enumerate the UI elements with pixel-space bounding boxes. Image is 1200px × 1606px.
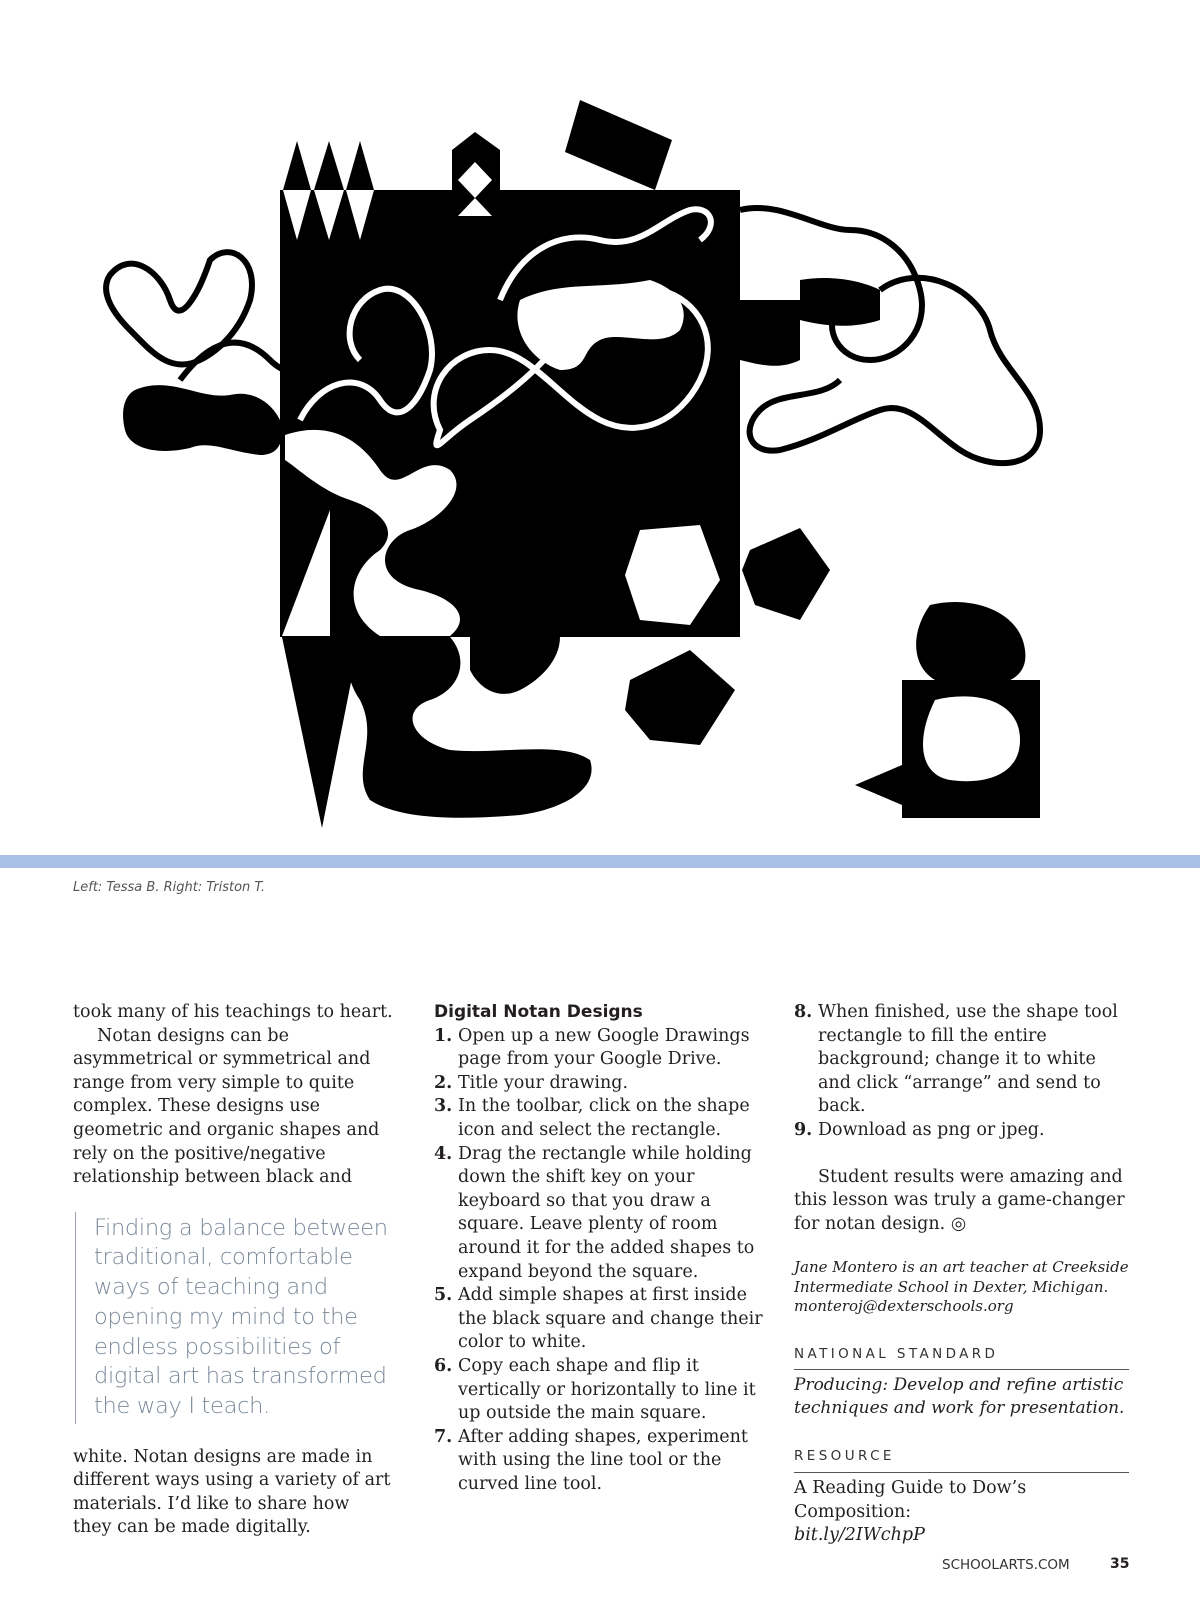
list-item: 6. Copy each shape and flip it vertically or horizontally to line it up outside the main square.: [434, 1355, 756, 1424]
section-heading: Digital Notan Designs: [434, 1002, 643, 1022]
end-mark-icon: ◎: [950, 1213, 967, 1234]
standard-text: Producing: Develop and refine artistic techniques and work for presentation.: [794, 1375, 1125, 1418]
resource-label: RESOURCE: [794, 1445, 1129, 1473]
resource-title: A Reading Guide to Dow’s Composition:: [794, 1478, 1027, 1522]
column-2: [434, 1001, 774, 1496]
list-item: 2. Title your drawing.: [434, 1072, 629, 1093]
list-item: 1. Open up a new Google Drawings page from your Google Drive.: [434, 1025, 750, 1070]
steps-list: [434, 1025, 774, 1497]
footer-site: SCHOOLARTS.COM: [942, 1557, 1070, 1573]
column-1: [73, 1001, 393, 1540]
pull-quote: Finding a balance between traditional, comfortable ways of teaching and opening my mind to the endless possibilities of digital art has transformed the way I teach.: [75, 1212, 393, 1424]
resource-link[interactable]: bit.ly/2IWchpP: [794, 1525, 925, 1546]
list-item: 4. Drag the rectangle while holding down the shift key on your keyboard so that you draw a square. Leave plenty of room around it for the added shapes to expand beyond the square.: [434, 1143, 755, 1282]
column-3: [794, 1001, 1129, 1548]
author-bio: Jane Montero is an art teacher at Creekside Intermediate School in Dexter, Michigan. monteroj@dexterschools.org: [794, 1258, 1129, 1316]
paragraph-1: took many of his teachings to heart.: [73, 1002, 393, 1022]
steps-list-continued: [794, 1001, 1129, 1143]
list-item: 9. Download as png or jpeg.: [794, 1119, 1045, 1140]
closing-paragraph: Student results were amazing and this lesson was truly a game-changer for notan design. ◎: [794, 1166, 1125, 1234]
blue-rule-band: [0, 855, 1200, 868]
page-number: 35: [1110, 1556, 1130, 1572]
list-item: 7. After adding shapes, experiment with using the line tool or the curved line tool.: [434, 1426, 748, 1494]
image-caption: Left: Tessa B. Right: Triston T.: [73, 880, 265, 895]
list-item: 3. In the toolbar, click on the shape icon and select the rectangle.: [434, 1096, 750, 1140]
paragraph-2: Notan designs can be asymmetrical or symmetrical and range from very simple to quite complex. These designs use geometric and organic shapes and rely on the positive/negative relationship between black and: [73, 1025, 380, 1188]
list-item: 8. When finished, use the shape tool rectangle to fill the entire background; change it to white and click “arrange” and send to back.: [794, 1002, 1118, 1117]
list-item: 5. Add simple shapes at first inside the black square and change their color to white.: [434, 1285, 763, 1353]
standard-label: NATIONAL STANDARD: [794, 1343, 1129, 1371]
paragraph-3: white. Notan designs are made in different ways using a variety of art materials. I’d like to share how they can be made digitally.: [73, 1446, 391, 1538]
